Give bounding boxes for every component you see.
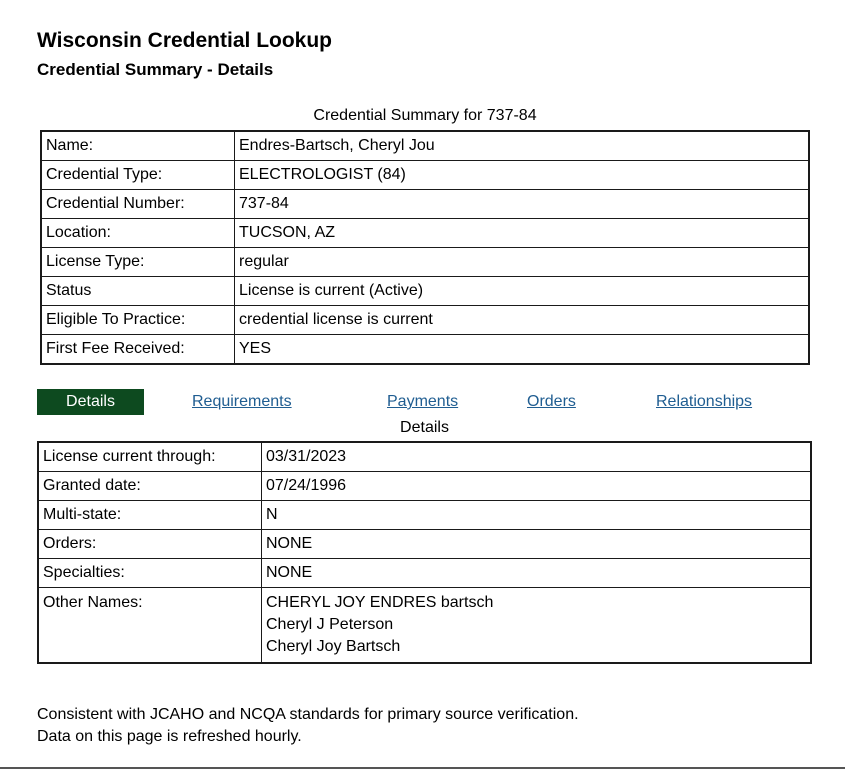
details-table: [37, 441, 812, 664]
page-title: Wisconsin Credential Lookup: [37, 29, 333, 52]
table-row: [41, 190, 809, 219]
summary-value: TUCSON, AZ: [235, 219, 810, 248]
summary-value: Endres-Bartsch, Cheryl Jou: [235, 131, 810, 161]
summary-value: License is current (Active): [235, 277, 810, 306]
summary-label: License Type:: [41, 248, 235, 277]
table-row: [38, 442, 811, 472]
bottom-divider: [0, 767, 845, 769]
tab-requirements[interactable]: Requirements: [192, 393, 292, 410]
summary-label: Name:: [41, 131, 235, 161]
details-label: Specialties:: [38, 559, 262, 588]
footer-standards-note: Consistent with JCAHO and NCQA standards for primary source verification.: [37, 706, 579, 723]
summary-value: YES: [235, 335, 810, 365]
credential-summary-table: [40, 130, 810, 365]
table-row: [41, 131, 809, 161]
table-row: [41, 248, 809, 277]
table-row: [41, 219, 809, 248]
tab-details[interactable]: Details: [37, 389, 144, 415]
summary-label: First Fee Received:: [41, 335, 235, 365]
table-row: [41, 306, 809, 335]
details-label: License current through:: [38, 442, 262, 472]
summary-label: Status: [41, 277, 235, 306]
summary-caption: Credential Summary for 737-84: [313, 107, 537, 124]
table-row: [41, 277, 809, 306]
summary-value: regular: [235, 248, 810, 277]
other-name: Cheryl Joy Bartsch: [266, 638, 401, 655]
details-value: NONE: [262, 530, 812, 559]
summary-label: Credential Type:: [41, 161, 235, 190]
other-names-list: [262, 588, 812, 664]
table-row: [41, 161, 809, 190]
table-row: [38, 530, 811, 559]
table-row: [38, 472, 811, 501]
details-caption: Details: [400, 419, 449, 436]
details-value: N: [262, 501, 812, 530]
table-row: [41, 335, 809, 365]
details-value: 07/24/1996: [262, 472, 812, 501]
summary-label: Eligible To Practice:: [41, 306, 235, 335]
table-row: [38, 588, 811, 664]
table-row: [38, 501, 811, 530]
page-subtitle: Credential Summary - Details: [37, 60, 274, 79]
tab-orders[interactable]: Orders: [527, 393, 576, 410]
footer-refresh-note: Data on this page is refreshed hourly.: [37, 728, 302, 745]
table-row: [38, 559, 811, 588]
details-label: Orders:: [38, 530, 262, 559]
summary-label: Location:: [41, 219, 235, 248]
details-label: Granted date:: [38, 472, 262, 501]
summary-value: credential license is current: [235, 306, 810, 335]
details-label: Other Names:: [38, 588, 262, 664]
tab-relationships[interactable]: Relationships: [656, 393, 753, 410]
summary-label: Credential Number:: [41, 190, 235, 219]
other-name: CHERYL JOY ENDRES bartsch: [266, 594, 494, 611]
details-label: Multi-state:: [38, 501, 262, 530]
summary-value: 737-84: [235, 190, 810, 219]
other-name: Cheryl J Peterson: [266, 616, 394, 633]
tab-payments[interactable]: Payments: [387, 393, 459, 410]
details-value: 03/31/2023: [262, 442, 812, 472]
summary-value: ELECTROLOGIST (84): [235, 161, 810, 190]
details-value: NONE: [262, 559, 812, 588]
